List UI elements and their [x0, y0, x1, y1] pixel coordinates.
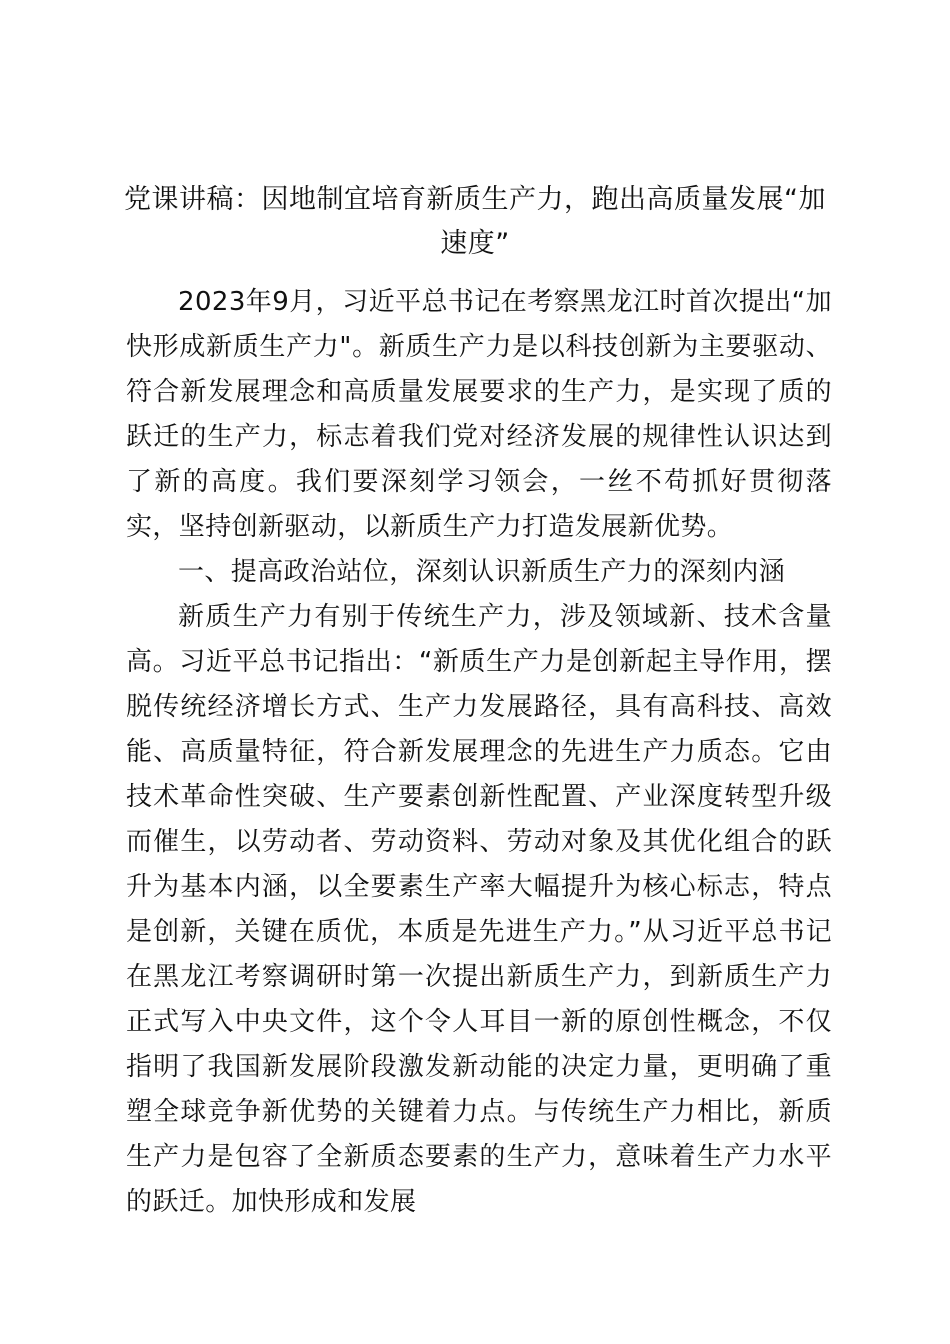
section-heading: 一、提高政治站位，深刻认识新质生产力的深刻内涵 [178, 557, 786, 587]
body-paragraph: 2023年9月，习近平总书记在考察黑龙江时首次提出“加快形成新质生产力"。新质生产力是以科技创新为主要驱动、符合新发展理念和高质量发展要求的生产力，是实现了质的跃迁的生产力，标志着我们党对经济发展的规律性认识达到了新的高度。我们要深刻学习领会，一丝不苟抓好贯彻落实，坚持创新驱动，以新质生产力打造发展新优势。 [126, 287, 832, 542]
body-paragraph: 新质生产力有别于传统生产力，涉及领域新、技术含量高。习近平总书记指出：“新质生产力是创新起主导作用，摆脱传统经济增长方式、生产力发展路径，具有高科技、高效能、高质量特征，符合新发展理念的先进生产力质态。它由技术革命性突破、生产要素创新性配置、产业深度转型升级而催生，以劳动者、劳动资料、劳动对象及其优化组合的跃升为基本内涵，以全要素生产率大幅提升为核心标志，特点是创新，关键在质优，本质是先进生产力。”从习近平总书记在黑龙江考察调研时第一次提出新质生产力，到新质生产力正式写入中央文件，这个令人耳目一新的原创性概念，不仅指明了我国新发展阶段激发新动能的决定力量，更明确了重塑全球竞争新优势的关键着力点。与传统生产力相比，新质生产力是包容了全新质态要素的生产力，意味着生产力水平的跃迁。加快形成和发展 [126, 602, 832, 1217]
document-body [126, 280, 832, 1225]
document-title: 党课讲稿：因地制宜培育新质生产力，跑出高质量发展“加速度” [124, 184, 826, 259]
